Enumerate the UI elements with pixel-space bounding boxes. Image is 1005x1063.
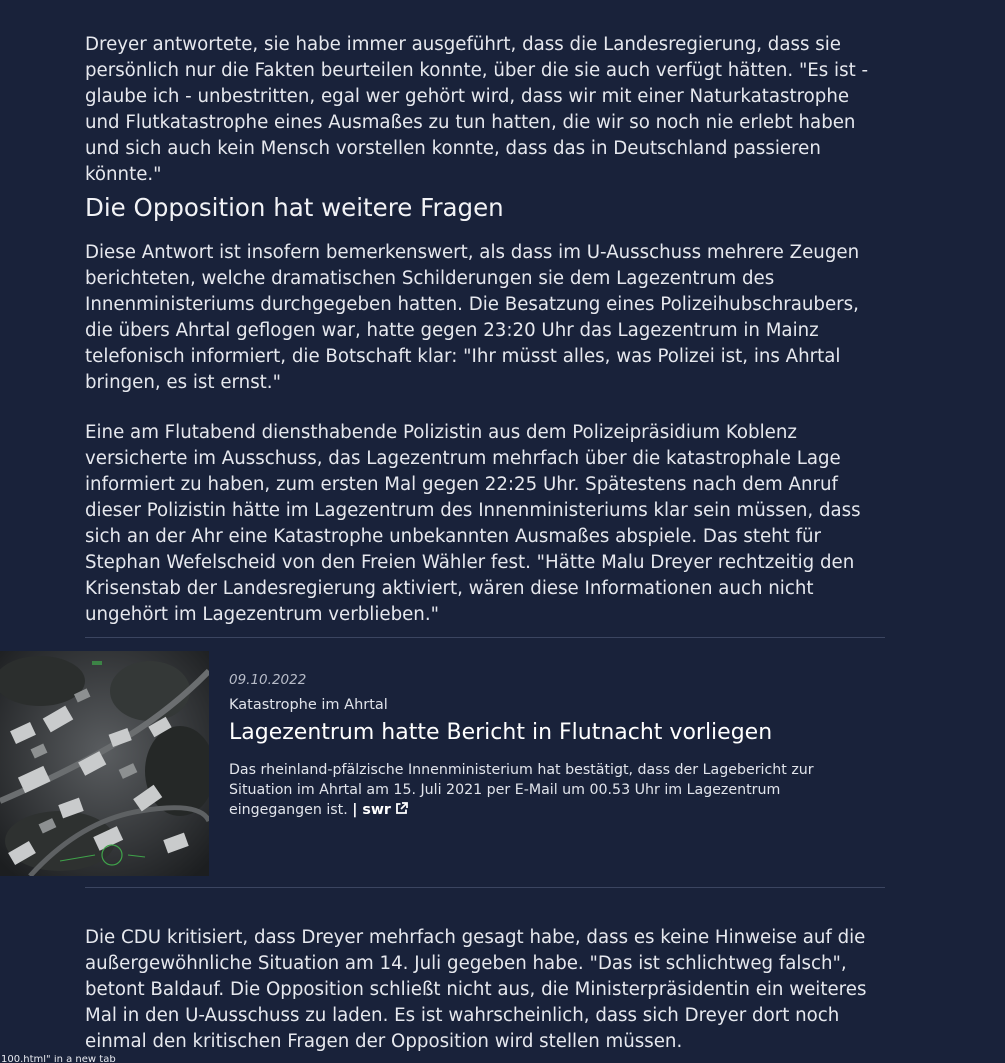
article-paragraph: Dreyer antwortete, sie habe immer ausgeführt, dass die Landesregierung, dass sie persönlich nur die Fakten beurteilen konnte, über die sie auch verfügt hätten. "Es ist - glaube ich - unbestritten, egal wer gehört wird, dass wir mit einer Naturkatastrophe und Flutkatastrophe eines Ausmaßes zu tun hatten, die wir so noch nie erlebt haben und sich auch kein Mensch vorstellen konnte, dass das in Deutschland passieren könnte." xyxy=(85,34,869,185)
article-paragraph: Eine am Flutabend diensthabende Polizistin aus dem Polizeipräsidium Koblenz versicherte im Ausschuss, das Lagezentrum mehrfach über die katastrophale Lage informiert zu haben, zum ersten Mal gegen 22:25 Uhr. Spätestens nach dem Anruf dieser Polizistin hätte im Lagezentrum des Innenministeriums klar sein müssen, dass sich an der Ahr eine Katastrophe unbekannten Ausmaßes abspiele. Das steht für Stephan Wefelscheid von den Freien Wähler fest. "Hätte Malu Dreyer rechtzeitig den Krisenstab der Landesregierung aktiviert, wären diese Informationen auch nicht ungehört im Lagezentrum verblieben." xyxy=(85,422,861,625)
article-paragraph: Diese Antwort ist insofern bemerkenswert, als dass im U-Ausschuss mehrere Zeugen berichteten, welche dramatischen Schilderungen sie dem Lagezentrum des Innenministeriums durchgegeben hatten. Die Besatzung eines Polizeihubschraubers, die übers Ahrtal geflogen war, hatte gegen 23:20 Uhr das Lagezentrum in Mainz telefonisch informiert, die Botschaft klar: "Ihr müsst alles, was Polizei ist, ins Ahrtal bringen, es ist ernst." xyxy=(85,242,860,393)
teaser-shorttext-text: Das rheinland-pfälzische Innenministerium hat bestätigt, dass der Lagebericht zur Situation im Ahrtal am 15. Juli 2021 per E-Mail um 00.53 Uhr im Lagezentrum eingegangen ist. xyxy=(229,762,814,818)
teaser xyxy=(229,668,869,820)
aerial-night-photo-icon xyxy=(0,651,209,876)
teaser-divider-bottom xyxy=(85,887,885,888)
article-paragraph: Die CDU kritisiert, dass Dreyer mehrfach gesagt habe, dass es keine Hinweise auf die außergewöhnliche Situation am 14. Juli gegeben habe. "Das ist schlichtweg falsch", betont Baldauf. Die Opposition schließt nicht aus, die Ministerpräsidentin ein weiteres Mal in den U-Ausschuss zu laden. Es ist wahrscheinlich, dass sich Dreyer dort noch einmal den kritischen Fragen der Opposition wird stellen müssen. xyxy=(85,927,867,1052)
teaser-shorttext xyxy=(229,760,849,820)
teaser-divider-top xyxy=(85,637,885,638)
browser-status-text: 100.html" in a new tab xyxy=(1,1055,116,1063)
teaser-image-link[interactable] xyxy=(0,651,209,876)
article-subheading: Die Opposition hat weitere Fragen xyxy=(85,193,504,222)
teaser-date: 09.10.2022 xyxy=(229,672,307,688)
teaser-topline[interactable]: Katastrophe im Ahrtal xyxy=(229,697,388,713)
teaser-headline-link[interactable]: Lagezentrum hatte Bericht in Flutnacht vorliegen xyxy=(229,720,773,745)
teaser-source-label: | swr xyxy=(352,802,391,818)
teaser-source-link[interactable] xyxy=(352,802,408,818)
external-link-icon xyxy=(395,802,408,815)
